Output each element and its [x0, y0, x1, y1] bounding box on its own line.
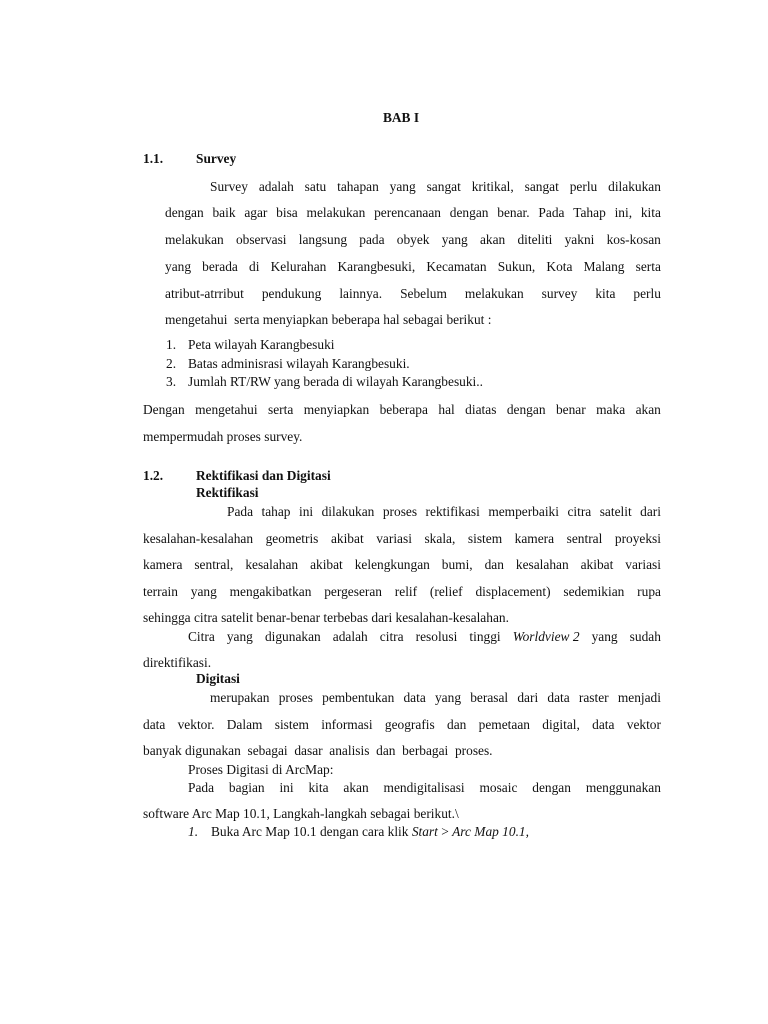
paragraph-line: direktifikasi. [143, 655, 212, 670]
paragraph-line [143, 557, 661, 573]
italic-term: Worldview 2 [512, 629, 580, 644]
word: geometris [265, 531, 319, 546]
word: dilakukan [321, 504, 375, 519]
word: sistem [274, 717, 309, 732]
word: relif [394, 584, 418, 599]
section-heading: Rektifikasi dan Digitasi [196, 468, 331, 483]
word: bagian [228, 780, 265, 795]
word: Karangbesuki, [337, 259, 416, 274]
word: pada [359, 232, 385, 247]
paragraph-line [196, 690, 661, 706]
word: displacement) [475, 584, 551, 599]
word: survey [541, 286, 578, 301]
word: ini [279, 780, 294, 795]
word: akan [635, 402, 661, 417]
word: yakni [564, 232, 595, 247]
word: pemetaan [478, 717, 530, 732]
word: sedemikian [563, 584, 625, 599]
word: dan [484, 557, 504, 572]
word: kesalahan [245, 557, 299, 572]
word: benar [555, 402, 586, 417]
word: Kota [546, 259, 573, 274]
word: dengan [506, 402, 546, 417]
word: observasi [235, 232, 287, 247]
word: dengan [449, 205, 489, 220]
word: kita [308, 780, 329, 795]
paragraph-line [165, 179, 661, 195]
word: akan [479, 232, 506, 247]
list-item: Batas adminisrasi wilayah Karangbesuki. [188, 356, 410, 371]
word: Pada [188, 780, 215, 795]
word: data [547, 690, 570, 705]
word: variasi [625, 557, 661, 572]
word: diteliti [517, 232, 553, 247]
word: variasi [376, 531, 412, 546]
word: data [592, 717, 615, 732]
word: hal [438, 402, 455, 417]
word: Pada [227, 504, 254, 519]
step-plain: Buka Arc Map 10.1 dengan cara klik [211, 824, 412, 839]
word: kita [595, 286, 616, 301]
word: proyeksi [614, 531, 661, 546]
word: berada [202, 259, 238, 274]
word: akibat [310, 557, 343, 572]
word: rupa [637, 584, 661, 599]
word: mengakibatkan [229, 584, 312, 599]
word: skala, [424, 531, 456, 546]
word: berasal [470, 690, 509, 705]
chapter-title: BAB I [382, 110, 420, 125]
word: Malang [583, 259, 625, 274]
word: mengetahui [195, 402, 258, 417]
step-menu-start: Start [411, 824, 438, 839]
word: kamera [514, 531, 555, 546]
word: tinggi [469, 629, 501, 644]
word: informasi [321, 717, 373, 732]
word: perlu [569, 179, 598, 194]
word: maka [596, 402, 626, 417]
word: yang [226, 629, 253, 644]
word: atribut-atrribut [165, 286, 244, 301]
list-item: Peta wilayah Karangbesuki [188, 337, 335, 352]
paragraph-line: sehingga citra satelit benar-benar terbebas dari kesalahan-kesalahan. [143, 610, 509, 625]
word: data [403, 690, 426, 705]
word: proses [278, 690, 313, 705]
word: rektifikasi [425, 504, 480, 519]
section-number: 1.2. [143, 468, 164, 483]
word: Survey [210, 179, 248, 194]
paragraph-line: software Arc Map 10.1, Langkah-langkah sebagai berikut.\ [143, 806, 459, 821]
word: pergeseran [324, 584, 382, 599]
word: baik [212, 205, 236, 220]
paragraph-line [188, 780, 661, 796]
word: serta [268, 402, 294, 417]
paragraph-line [143, 584, 661, 600]
word: Tahap [573, 205, 606, 220]
word: dengan [165, 205, 204, 220]
word: Dalam [226, 717, 263, 732]
word: melakukan [306, 205, 366, 220]
paragraph-line [165, 286, 661, 302]
word: adalah [332, 629, 368, 644]
paragraph-line [165, 232, 661, 248]
paragraph-line [188, 629, 661, 645]
word: ini, [614, 205, 633, 220]
word: Kecamatan [426, 259, 487, 274]
word: kita [640, 205, 661, 220]
word: terrain [143, 584, 178, 599]
word: Pada [538, 205, 565, 220]
word: sistem [467, 531, 503, 546]
word: kos-kosan [606, 232, 661, 247]
word: Citra [188, 629, 215, 644]
paragraph-line: Proses Digitasi di ArcMap: [188, 762, 334, 777]
word: pendukung [261, 286, 322, 301]
word: langsung [298, 232, 348, 247]
word: Kelurahan [270, 259, 327, 274]
word: citra [379, 629, 404, 644]
word: vektor [626, 717, 661, 732]
word: raster [578, 690, 609, 705]
word: akibat [330, 531, 364, 546]
word: sudah [629, 629, 661, 644]
word: serta [635, 259, 661, 274]
word: menggunakan [585, 780, 661, 795]
word: kritikal, [471, 179, 514, 194]
word: kesalahan-kesalahan [143, 531, 254, 546]
word: memperbaiki [488, 504, 559, 519]
word: (relief [429, 584, 463, 599]
word: kesalahan [515, 557, 569, 572]
word: menyiapkan [303, 402, 370, 417]
word: agar [244, 205, 268, 220]
word: kelengkungan [354, 557, 430, 572]
word: sangat [524, 179, 559, 194]
word: geografis [384, 717, 435, 732]
word: tahap [261, 504, 291, 519]
word: dan [447, 717, 467, 732]
word: dari [640, 504, 661, 519]
paragraph-line [143, 717, 661, 733]
section-heading: Survey [196, 151, 237, 166]
paragraph-line [143, 531, 661, 547]
word: Sukun, [497, 259, 536, 274]
word: vektor. [177, 717, 215, 732]
subheading: Rektifikasi [196, 485, 259, 500]
paragraph-line: mengetahui serta menyiapkan beberapa hal sebagai berikut : [165, 312, 492, 327]
word: yang [165, 259, 192, 274]
word: perencanaan [374, 205, 441, 220]
paragraph-line [143, 402, 661, 418]
word: lainnya. [339, 286, 383, 301]
list-number: 1. [166, 337, 177, 352]
paragraph-line [165, 205, 661, 221]
word: akibat [580, 557, 614, 572]
step-number: 1. [188, 824, 199, 839]
word: ini [298, 504, 314, 519]
word: menjadi [617, 690, 661, 705]
word: tahapan [337, 179, 379, 194]
word: perlu [633, 286, 661, 301]
word: Sebelum [400, 286, 447, 301]
word: dilakukan [608, 179, 661, 194]
word: mendigitalisasi [383, 780, 465, 795]
word: bumi, [441, 557, 473, 572]
list-number: 3. [166, 374, 177, 389]
word: sangat [426, 179, 461, 194]
step-text [211, 824, 529, 840]
word: adalah [258, 179, 294, 194]
word: yang [434, 690, 462, 705]
paragraph-line: mempermudah proses survey. [143, 429, 303, 444]
paragraph-line [143, 504, 661, 520]
word: sentral [566, 531, 603, 546]
word: melakukan [464, 286, 524, 301]
step-menu-arcmap: Arc Map 10.1, [452, 824, 529, 839]
word: beberapa [379, 402, 428, 417]
paragraph-line [165, 259, 661, 275]
step-separator: > [437, 824, 453, 839]
section-number: 1.1. [143, 151, 164, 166]
word: akan [343, 780, 369, 795]
word: melakukan [165, 232, 224, 247]
word: di [249, 259, 260, 274]
word: bisa [276, 205, 298, 220]
word: resolusi [415, 629, 458, 644]
list-item: Jumlah RT/RW yang berada di wilayah Karangbesuki.. [188, 374, 483, 389]
word: merupakan [210, 690, 270, 705]
word: yang [441, 232, 468, 247]
word: sentral, [194, 557, 234, 572]
word: yang [190, 584, 217, 599]
word: diatas [465, 402, 497, 417]
list-number: 2. [166, 356, 177, 371]
word: mosaic [479, 780, 518, 795]
word: digunakan [264, 629, 321, 644]
word: dari [517, 690, 539, 705]
word: digital, [542, 717, 580, 732]
word: dengan [532, 780, 571, 795]
word: citra [567, 504, 592, 519]
word: pembentukan [322, 690, 395, 705]
word: benar. [497, 205, 530, 220]
word: satu [304, 179, 327, 194]
word: obyek [396, 232, 430, 247]
word: proses [382, 504, 418, 519]
word: data [143, 717, 166, 732]
word: kamera [143, 557, 183, 572]
word: yang [389, 179, 416, 194]
word: Dengan [143, 402, 185, 417]
word: yang [591, 629, 618, 644]
paragraph-line: banyak digunakan sebagai dasar analisis dan berbagai proses. [143, 743, 493, 758]
word: satelit [599, 504, 632, 519]
subheading: Digitasi [196, 671, 240, 686]
